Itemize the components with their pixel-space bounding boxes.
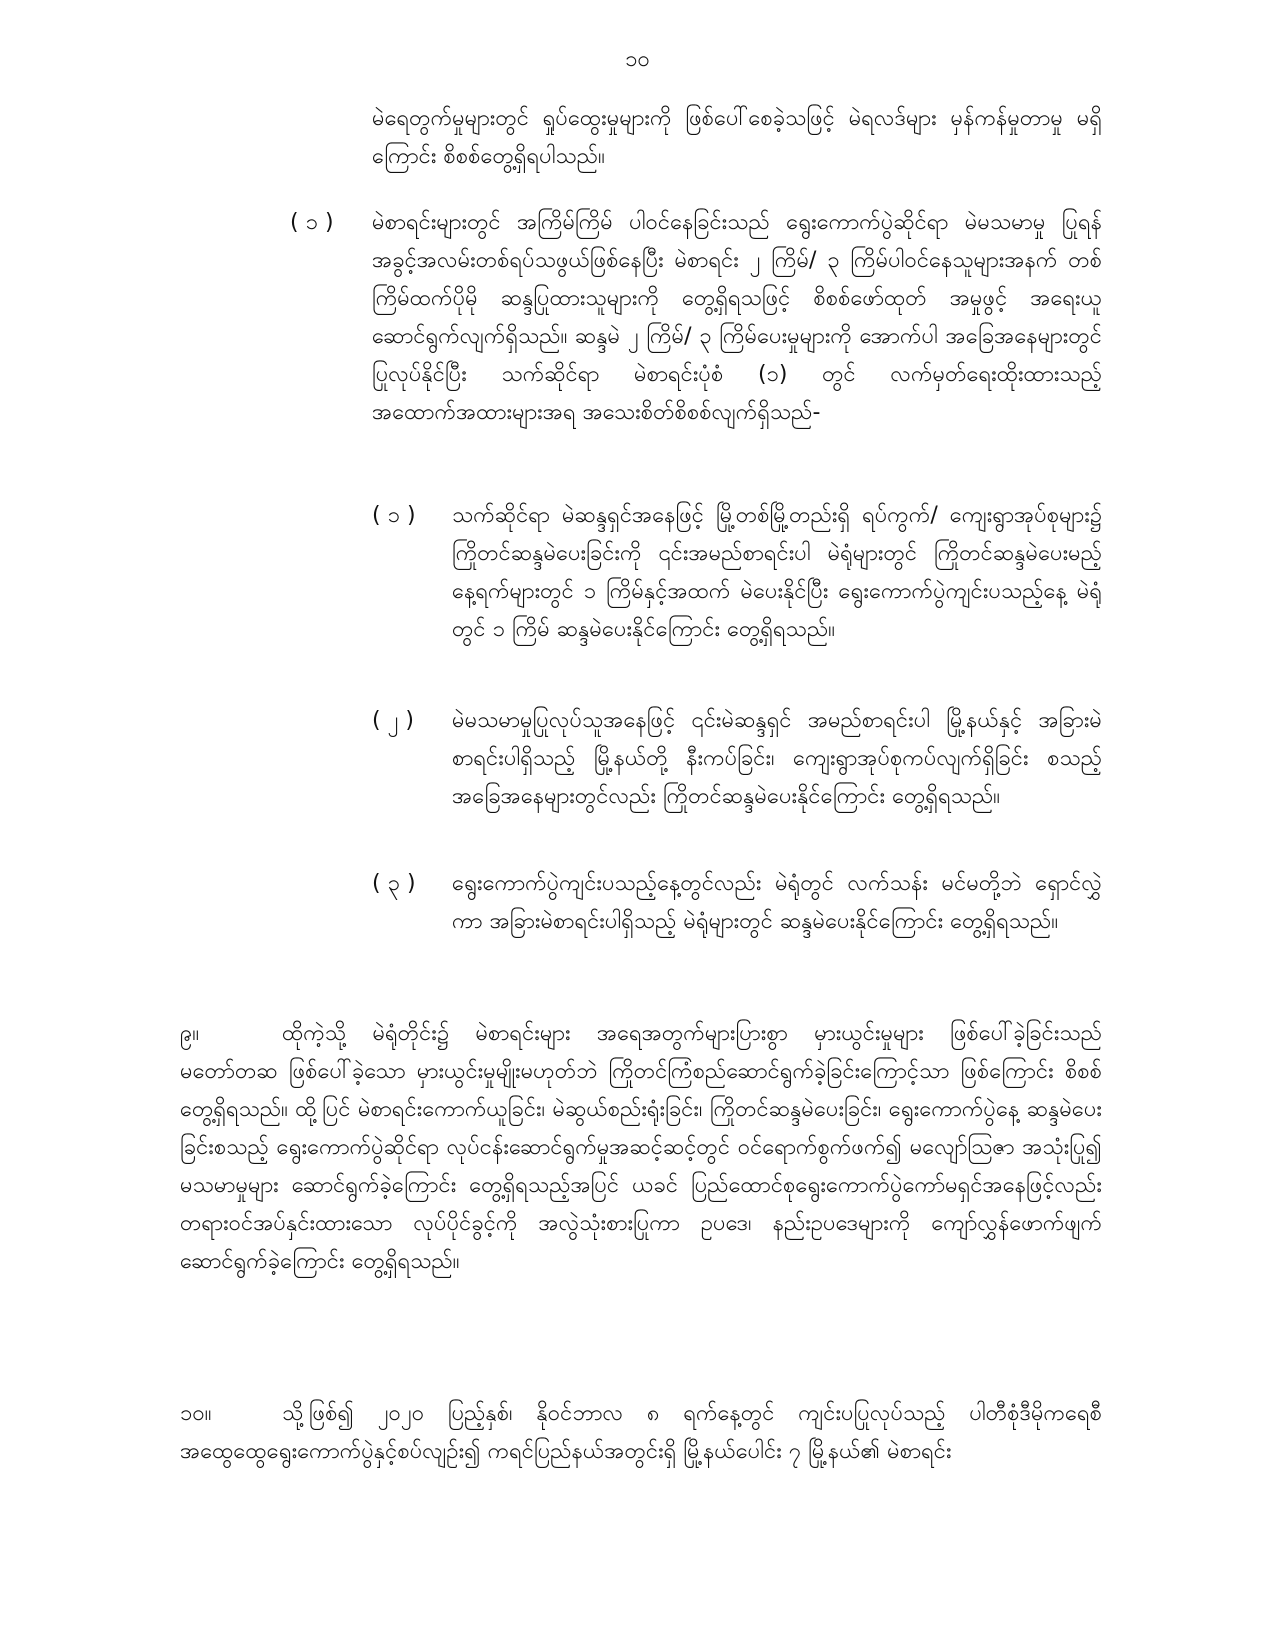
page-number: ၁၀ (625, 47, 650, 72)
sub-item-3-marker: ( ၃ ) (372, 871, 416, 896)
para-9-marker: ၉။ (180, 1021, 200, 1046)
para-9-paragraph: ထိုကဲ့သို့ မဲရုံတိုင်း၌ မဲစာရင်းများ အရေအတွက်များပြားစွာ မှားယွင်းမှုများ ဖြစ်ပေါ်ခဲ့ခြင်းသည် မတော်တဆ ဖြစ်ပေါ်ခဲ့သော မှားယွင်းမှုမျိုးမဟုတ်ဘဲ ကြိုတင်ကြံစည်ဆောင်ရွက်ခဲ့ခြင်းကြောင့်သာ ဖြစ်ကြောင်း စိစစ်တွေ့ရှိရသည်။ ထို့ပြင် မဲစာရင်းကောက်ယူခြင်း၊ မဲဆွယ်စည်းရုံးခြင်း၊ ကြိုတင်ဆန္ဒမဲပေးခြင်း၊ ရွေးကောက်ပွဲနေ့ ဆန္ဒမဲပေးခြင်းစသည့် ရွေးကောက်ပွဲဆိုင်ရာ လုပ်ငန်းဆောင်ရွက်မှုအဆင့်ဆင့်တွင် ဝင်ရောက်စွက်ဖက်၍ မလျော်သြဇာ အသုံးပြု၍ မသမာမှုများ ဆောင်ရွက်ခဲ့ကြောင်း တွေ့ရှိရသည့်အပြင် ယခင် ပြည်ထောင်စုရွေးကောက်ပွဲကော်မရှင်အနေဖြင့်လည်း တရားဝင်အပ်နှင်းထားသော လုပ်ပိုင်ခွင့်ကို အလွဲသုံးစားပြုကာ ဥပဒေ၊ နည်းဥပဒေများကို ကျော်လွှန်ဖောက်ဖျက်ဆောင်ရွက်ခဲ့ကြောင်း တွေ့ရှိရသည်။ (180, 1021, 1102, 1274)
sub-item-2-paragraph: မဲမသမာမှုပြုလုပ်သူအနေဖြင့် ၎င်းမဲဆန္ဒရှင် အမည်စာရင်းပါ မြို့နယ်နှင့် အခြားမဲစာရင်းပါရှိသည့် မြို့နယ်တို့ နီးကပ်ခြင်း၊ ကျေးရွာအုပ်စုကပ်လျက်ရှိခြင်း စသည့်အခြေအနေများတွင်လည်း ကြိုတင်ဆန္ဒမဲပေးနိုင်ကြောင်း တွေ့ရှိရသည်။ (452, 708, 1102, 809)
intro-paragraph: မဲရေတွက်မှုများတွင် ရှုပ်ထွေးမှုများကို ဖြစ်ပေါ်စေခဲ့သဖြင့် မဲရလဒ်များ မှန်ကန်မှုတာမှု မရှိကြောင်း စိစစ်တွေ့ရှိရပါသည်။ (372, 106, 1102, 169)
sub-item-3-paragraph: ရွေးကောက်ပွဲကျင်းပသည့်နေ့တွင်လည်း မဲရုံတွင် လက်သန်း မင်မတို့ဘဲ ရှောင်လွှဲကာ အခြားမဲစာရင်းပါရှိသည့် မဲရုံများတွင် ဆန္ဒမဲပေးနိုင်ကြောင်း တွေ့ရှိရသည်။ (452, 871, 1102, 934)
para-10-paragraph: သို့ဖြစ်၍ ၂၀၂၀ ပြည့်နှစ်၊ နိုဝင်ဘာလ ၈ ရက်နေ့တွင် ကျင်းပပြုလုပ်သည့် ပါတီစုံဒီမိုကရေစီအထွေထွေရွေးကောက်ပွဲနှင့်စပ်လျဉ်း၍ ကရင်ပြည်နယ်အတွင်းရှိ မြို့နယ်ပေါင်း ၇ မြို့နယ်၏ မဲစာရင်း (180, 1401, 1102, 1464)
item-kha-marker: ( ၁ ) (290, 210, 334, 235)
sub-item-1-marker: ( ၁ ) (372, 503, 416, 528)
para-10-marker: ၁၀။ (180, 1401, 212, 1426)
sub-item-2-marker: ( ၂ ) (372, 708, 414, 733)
item-kha-paragraph: မဲစာရင်းများတွင် အကြိမ်ကြိမ် ပါဝင်နေခြင်းသည် ရွေးကောက်ပွဲဆိုင်ရာ မဲမသမာမှု ပြုရန် အခွင့်အလမ်းတစ်ရပ်သဖွယ်ဖြစ်နေပြီး မဲစာရင်း ၂ ကြိမ်/ ၃ ကြိမ်ပါဝင်နေသူများအနက် တစ်ကြိမ်ထက်ပိုမို ဆန္ဒပြုထားသူများကို တွေ့ရှိရသဖြင့် စိစစ်ဖော်ထုတ် အမှုဖွင့် အရေးယူဆောင်ရွက်လျက်ရှိသည်။ ဆန္ဒမဲ ၂ ကြိမ်/ ၃ ကြိမ်ပေးမှုများကို အောက်ပါ အခြေအနေများတွင် ပြုလုပ်နိုင်ပြီး သက်ဆိုင်ရာ မဲစာရင်းပုံစံ (၁) တွင် လက်မှတ်ရေးထိုးထားသည့် အထောက်အထားများအရ အသေးစိတ်စိစစ်လျက်ရှိသည်- (372, 210, 1102, 425)
sub-item-1-paragraph: သက်ဆိုင်ရာ မဲဆန္ဒရှင်အနေဖြင့် မြို့တစ်မြို့တည်းရှိ ရပ်ကွက်/ ကျေးရွာအုပ်စုများ၌ ကြိုတင်ဆန္ဒမဲပေးခြင်းကို ၎င်းအမည်စာရင်းပါ မဲရုံများတွင် ကြိုတင်ဆန္ဒမဲပေးမည့် နေ့ရက်များတွင် ၁ ကြိမ်နှင့်အထက် မဲပေးနိုင်ပြီး ရွေးကောက်ပွဲကျင်းပသည့်နေ့ မဲရုံတွင် ၁ ကြိမ် ဆန္ဒမဲပေးနိုင်ကြောင်း တွေ့ရှိရသည်။ (452, 503, 1102, 642)
